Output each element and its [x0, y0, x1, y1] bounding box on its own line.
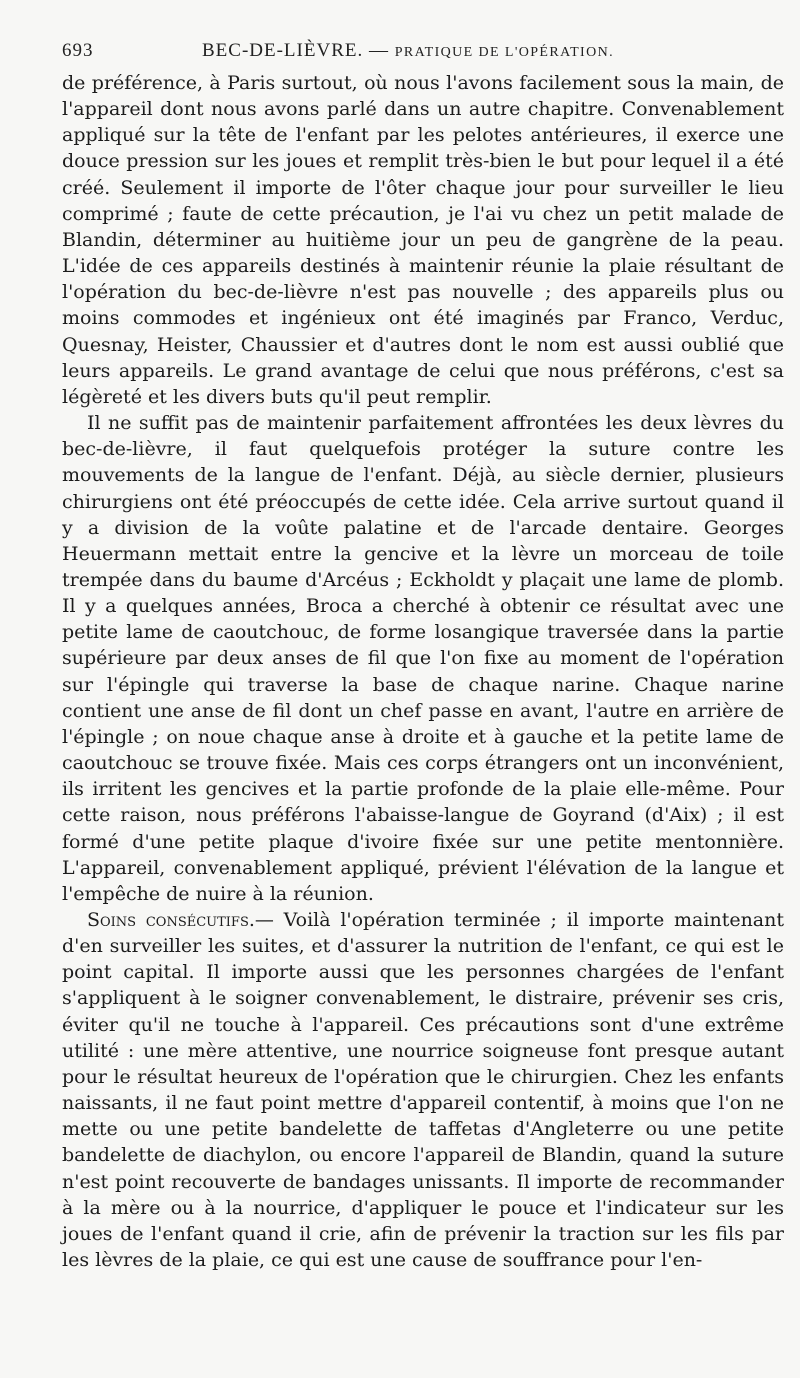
body-text — [62, 70, 784, 1273]
paragraph-3-text: Voilà l'opération terminée ; il importe maintenant d'en surveiller les suites, et d'assurer la nutrition de l'enfant, ce qui est le point capital. Il importe aussi que les personnes chargées de l'enfant s'appliquent à le soigner convenablement, le distraire, prévenir ses cris, éviter qu'il ne touche à l'appareil. Ces précautions sont d'une extrême utilité : une mère attentive, une nourrice soigneuse font presque autant pour le résultat heureux de l'opération que le chirurgien. Chez les enfants naissants, il ne faut point mettre d'appareil contentif, à moins que l'on ne mette ou une petite bandelette de taffetas d'Angleterre ou une petite bandelette de diachylon, ou encore l'appareil de Blandin, quand la suture n'est point recouverte de bandages unissants. Il importe de recommander à la mère ou à la nourrice, d'appliquer le pouce et l'indicateur sur les joues de l'enfant quand il crie, afin de prévenir la traction sur les fils par les lèvres de la plaie, ce qui est une cause de souffrance pour l'en- — [62, 909, 785, 1272]
running-title-separator: — — [368, 40, 389, 61]
running-title — [202, 40, 614, 62]
paragraph-2: Il ne suffit pas de maintenir parfaitement affrontées les deux lèvres du bec-de-lièvre, il faut quelquefois protéger la suture contre les mouvements de la langue de l'enfant. Déjà, au siècle dernier, plusieurs chirurgiens ont été préoccupés de cette idée. Cela arrive surtout quand il y a division de la voûte palatine et de l'arcade dentaire. Georges Heuermann mettait entre la gencive et la lèvre un morceau de toile trempée dans du baume d'Arcéus ; Eckholdt y plaçait une lame de plomb. Il y a quelques années, Broca a cherché à obtenir ce résultat avec une petite lame de caoutchouc, de forme losangique traversée dans la partie supérieure par deux anses de fil que l'on fixe au moment de l'opération sur l'épingle qui traverse la base de chaque narine. Chaque narine contient une anse de fil dont un chef passe en avant, l'autre en arrière de l'épingle ; on noue chaque anse à droite et à gauche et la petite lame de caoutchouc se trouve fixée. Mais ces corps étrangers ont un inconvénient, ils irritent les gencives et la partie profonde de la plaie elle-même. Pour cette raison, nous préférons l'abaisse-langue de Goyrand (d'Aix) ; il est formé d'une petite plaque d'ivoire fixée sur une petite mentonnière. L'appareil, convenablement appliqué, prévient l'élévation de la langue et l'empêche de nuire à la réunion. — [62, 412, 784, 905]
running-title-main: BEC-DE-LIÈVRE. — [202, 40, 364, 61]
section-heading: Soins consécutifs. — [87, 909, 255, 931]
running-head — [62, 40, 762, 66]
running-title-subtitle: PRATIQUE DE L'OPÉRATION. — [394, 45, 615, 60]
paragraph-1: de préférence, à Paris surtout, où nous l'avons facilement sous la main, de l'appareil dont nous avons parlé dans un autre chapitre. Convenablement appliqué sur la tête de l'enfant par les pelotes antérieures, il exerce une douce pression sur les joues et remplit très-bien le but pour lequel il a été créé. Seulement il importe de l'ôter chaque jour pour surveiller le lieu comprimé ; faute de cette précaution, je l'ai vu chez un petit malade de Blandin, déterminer au huitième jour un peu de gangrène de la peau. L'idée de ces appareils destinés à maintenir réunie la plaie résultant de l'opération du bec-de-lièvre n'est pas nouvelle ; des appareils plus ou moins commodes et ingénieux ont été imaginés par Franco, Verduc, Quesnay, Heister, Chaussier et d'autres dont le nom est aussi oublié que leurs appareils. Le grand avantage de celui que nous préférons, c'est sa légèreté et les divers buts qu'il peut remplir. — [62, 72, 784, 408]
page-number: 693 — [62, 40, 94, 61]
paragraph-3 — [62, 907, 784, 1273]
section-dash: — — [254, 909, 274, 931]
